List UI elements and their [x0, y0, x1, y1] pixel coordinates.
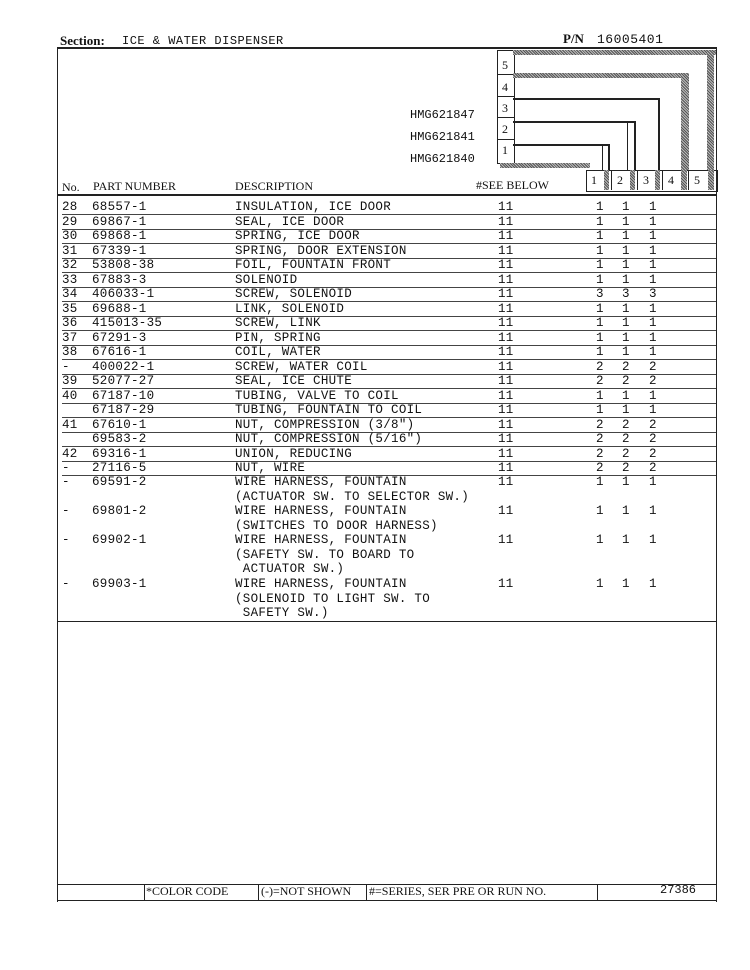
- qty-model-3: 1: [649, 345, 657, 359]
- model-name-2: HMG621841: [410, 130, 475, 144]
- qty-model-2: 2: [622, 461, 630, 475]
- qty-model-1: 1: [596, 475, 604, 489]
- qty-model-1: 1: [596, 345, 604, 359]
- qty-model-1: 2: [596, 461, 604, 475]
- qty-col-1: 1: [591, 173, 597, 187]
- model-bracket-5: [513, 50, 716, 55]
- item-number: 39: [62, 374, 78, 388]
- qty-model-3: 2: [649, 446, 657, 461]
- part-description-line: (SOLENOID TO LIGHT SW. TO: [235, 591, 431, 606]
- model-name-1: HMG621840: [410, 152, 475, 166]
- series-code: 11: [498, 388, 514, 403]
- qty-model-2: 1: [622, 229, 630, 243]
- qty-model-3: 1: [649, 301, 657, 316]
- model-bracket-2: [513, 121, 636, 123]
- part-number: 67883-3: [92, 272, 147, 287]
- part-description: NUT, COMPRESSION (3/8"): [235, 417, 415, 432]
- item-number: 35: [62, 301, 78, 316]
- model-num-4: 4: [502, 80, 508, 94]
- part-description: SOLENOID: [235, 272, 298, 287]
- part-description-line: WIRE HARNESS, FOUNTAIN: [235, 577, 407, 591]
- qty-model-2: 1: [622, 403, 630, 417]
- model-bracket-3: [513, 98, 660, 100]
- col-header-see-below: #SEE BELOW: [476, 178, 549, 192]
- series-code: 11: [498, 504, 514, 518]
- model-num-2: 2: [502, 122, 508, 136]
- item-number: 31: [62, 243, 78, 258]
- qty-model-2: 1: [622, 301, 630, 316]
- qty-model-1: 2: [596, 432, 604, 446]
- qty-model-2: 1: [622, 388, 630, 403]
- qty-model-1: 1: [596, 533, 604, 547]
- qty-model-2: 1: [622, 475, 630, 489]
- series-code: 11: [498, 446, 514, 461]
- pn-value: 16005401: [597, 32, 664, 47]
- qty-model-1: 1: [596, 577, 604, 591]
- series-code: 11: [498, 258, 514, 272]
- part-number: 67616-1: [92, 345, 147, 359]
- footer-not-shown: (-)=NOT SHOWN: [261, 884, 352, 898]
- part-description: NUT, COMPRESSION (5/16"): [235, 432, 423, 446]
- item-number: 37: [62, 330, 78, 345]
- part-number: 67610-1: [92, 417, 147, 432]
- qty-model-2: 1: [622, 316, 630, 330]
- part-number: 67187-29: [92, 403, 155, 417]
- model-bracket-1: [513, 144, 610, 146]
- qty-model-1: 1: [596, 200, 604, 214]
- qty-model-3: 1: [649, 200, 657, 214]
- qty-model-2: 2: [622, 446, 630, 461]
- item-number: -: [62, 533, 70, 547]
- qty-model-3: 2: [649, 374, 657, 388]
- part-description: FOIL, FOUNTAIN FRONT: [235, 258, 392, 272]
- pn-label: P/N: [563, 31, 584, 46]
- series-code: 11: [498, 461, 514, 475]
- part-description: SCREW, WATER COIL: [235, 359, 368, 374]
- qty-model-2: 2: [622, 359, 630, 374]
- qty-model-1: 1: [596, 258, 604, 272]
- part-number: 53808-38: [92, 258, 155, 272]
- qty-model-1: 3: [596, 287, 604, 301]
- footer-color-code: *COLOR CODE: [146, 884, 229, 898]
- part-number: 69583-2: [92, 432, 147, 446]
- series-code: 11: [498, 432, 514, 446]
- item-number: -: [62, 461, 70, 475]
- series-code: 11: [498, 272, 514, 287]
- qty-col-4: 4: [668, 173, 674, 187]
- part-description: INSULATION, ICE DOOR: [235, 200, 392, 214]
- qty-model-3: 1: [649, 330, 657, 345]
- qty-model-1: 1: [596, 214, 604, 229]
- series-code: 11: [498, 316, 514, 330]
- qty-model-2: 1: [622, 577, 630, 591]
- item-number: -: [62, 475, 70, 489]
- qty-model-3: 1: [649, 258, 657, 272]
- qty-model-2: 1: [622, 504, 630, 518]
- qty-model-1: 1: [596, 229, 604, 243]
- part-number: 69902-1: [92, 533, 147, 547]
- item-number: 42: [62, 446, 78, 461]
- qty-model-1: 1: [596, 243, 604, 258]
- series-code: 11: [498, 214, 514, 229]
- table-end-line: [57, 621, 717, 622]
- qty-model-2: 1: [622, 272, 630, 287]
- part-number: 400022-1: [92, 359, 155, 374]
- qty-model-3: 1: [649, 504, 657, 518]
- qty-model-3: 2: [649, 359, 657, 374]
- part-number: 67291-3: [92, 330, 147, 345]
- col-header-no: No.: [62, 180, 80, 194]
- part-description: PIN, SPRING: [235, 330, 321, 345]
- series-code: 11: [498, 403, 514, 417]
- part-number: 415013-35: [92, 316, 163, 330]
- series-code: 11: [498, 200, 514, 214]
- footer-series-legend: #=SERIES, SER PRE OR RUN NO.: [369, 884, 547, 898]
- qty-model-3: 2: [649, 432, 657, 446]
- part-number: 69688-1: [92, 301, 147, 316]
- qty-model-2: 2: [622, 374, 630, 388]
- left-border: [57, 47, 58, 902]
- part-description-line: WIRE HARNESS, FOUNTAIN: [235, 533, 407, 547]
- part-description: TUBING, VALVE TO COIL: [235, 388, 399, 403]
- qty-model-1: 2: [596, 359, 604, 374]
- qty-model-2: 1: [622, 200, 630, 214]
- item-number: 29: [62, 214, 78, 229]
- qty-model-2: 1: [622, 258, 630, 272]
- part-number: 68557-1: [92, 200, 147, 214]
- item-number: -: [62, 577, 70, 591]
- item-number: -: [62, 359, 70, 374]
- qty-model-3: 1: [649, 577, 657, 591]
- qty-model-1: 2: [596, 374, 604, 388]
- series-code: 11: [498, 417, 514, 432]
- header-separator: [57, 194, 717, 196]
- item-number: 33: [62, 272, 78, 287]
- part-number: 406033-1: [92, 287, 155, 301]
- qty-model-2: 1: [622, 330, 630, 345]
- qty-model-3: 1: [649, 403, 657, 417]
- part-description: UNION, REDUCING: [235, 446, 353, 461]
- qty-col-3: 3: [643, 173, 649, 187]
- part-number: 69316-1: [92, 446, 147, 461]
- item-number: 41: [62, 417, 78, 432]
- part-description-line: SAFETY SW.): [235, 606, 329, 620]
- part-description: SCREW, LINK: [235, 316, 321, 330]
- series-code: 11: [498, 229, 514, 243]
- part-description-line: WIRE HARNESS, FOUNTAIN: [235, 475, 407, 489]
- qty-model-3: 1: [649, 316, 657, 330]
- qty-model-3: 1: [649, 272, 657, 287]
- part-number: 69867-1: [92, 214, 147, 229]
- qty-model-3: 1: [649, 388, 657, 403]
- qty-model-2: 2: [622, 417, 630, 432]
- item-number: 32: [62, 258, 78, 272]
- section-label: Section:: [60, 33, 105, 48]
- qty-model-2: 1: [622, 345, 630, 359]
- series-code: 11: [498, 330, 514, 345]
- series-code: 11: [498, 533, 514, 547]
- part-description: SEAL, ICE DOOR: [235, 214, 345, 229]
- part-description-line: WIRE HARNESS, FOUNTAIN: [235, 504, 407, 518]
- part-description: SPRING, DOOR EXTENSION: [235, 243, 407, 258]
- part-description-line: ACTUATOR SW.): [235, 562, 345, 576]
- part-description-line: (SAFETY SW. TO BOARD TO: [235, 547, 415, 562]
- qty-model-3: 1: [649, 533, 657, 547]
- part-description-line: (SWITCHES TO DOOR HARNESS): [235, 518, 438, 533]
- part-number: 52077-27: [92, 374, 155, 388]
- model-bracket-4: [513, 73, 685, 78]
- page-number: 27386: [660, 883, 697, 897]
- item-number: 36: [62, 316, 78, 330]
- item-number: 34: [62, 287, 78, 301]
- col-header-description: DESCRIPTION: [235, 179, 314, 193]
- qty-model-2: 3: [622, 287, 630, 301]
- qty-model-2: 1: [622, 214, 630, 229]
- series-code: 11: [498, 359, 514, 374]
- series-code: 11: [498, 345, 514, 359]
- part-description-line: (ACTUATOR SW. TO SELECTOR SW.): [235, 489, 470, 504]
- qty-model-3: 2: [649, 461, 657, 475]
- qty-model-2: 1: [622, 243, 630, 258]
- series-code: 11: [498, 577, 514, 591]
- qty-model-3: 1: [649, 229, 657, 243]
- series-code: 11: [498, 475, 514, 489]
- part-description: NUT, WIRE: [235, 461, 306, 475]
- col-header-part-number: PART NUMBER: [93, 179, 176, 193]
- model-name-3: HMG621847: [410, 108, 475, 122]
- qty-col-5: 5: [694, 173, 700, 187]
- part-description: SPRING, ICE DOOR: [235, 229, 360, 243]
- item-number: 38: [62, 345, 78, 359]
- qty-model-2: 2: [622, 432, 630, 446]
- section-title: ICE & WATER DISPENSER: [122, 34, 284, 48]
- part-number: 69868-1: [92, 229, 147, 243]
- model-num-5: 5: [502, 58, 508, 72]
- part-description: LINK, SOLENOID: [235, 301, 345, 316]
- qty-model-1: 1: [596, 316, 604, 330]
- qty-model-1: 2: [596, 417, 604, 432]
- part-number: 69591-2: [92, 475, 147, 489]
- part-description: SCREW, SOLENOID: [235, 287, 353, 301]
- qty-col-2: 2: [617, 173, 623, 187]
- series-code: 11: [498, 301, 514, 316]
- part-number: 69801-2: [92, 504, 147, 518]
- qty-model-3: 3: [649, 287, 657, 301]
- item-number: 30: [62, 229, 78, 243]
- qty-model-1: 1: [596, 330, 604, 345]
- part-number: 67339-1: [92, 243, 147, 258]
- qty-model-2: 1: [622, 533, 630, 547]
- qty-model-1: 1: [596, 301, 604, 316]
- qty-model-1: 2: [596, 446, 604, 461]
- series-code: 11: [498, 287, 514, 301]
- item-number: 40: [62, 388, 78, 403]
- qty-model-1: 1: [596, 272, 604, 287]
- qty-model-1: 1: [596, 403, 604, 417]
- qty-model-3: 1: [649, 475, 657, 489]
- qty-model-3: 1: [649, 243, 657, 258]
- qty-model-1: 1: [596, 504, 604, 518]
- item-number: 28: [62, 200, 78, 214]
- model-num-1: 1: [502, 143, 508, 157]
- part-number: 69903-1: [92, 577, 147, 591]
- series-code: 11: [498, 374, 514, 388]
- part-number: 27116-5: [92, 461, 147, 475]
- part-number: 67187-10: [92, 388, 155, 403]
- qty-model-1: 1: [596, 388, 604, 403]
- model-num-3: 3: [502, 101, 508, 115]
- part-description: COIL, WATER: [235, 345, 321, 359]
- series-code: 11: [498, 243, 514, 258]
- top-border: [57, 47, 717, 49]
- part-description: TUBING, FOUNTAIN TO COIL: [235, 403, 423, 417]
- qty-model-3: 2: [649, 417, 657, 432]
- item-number: -: [62, 504, 70, 518]
- footer-bottom-border: [57, 900, 717, 901]
- qty-model-3: 1: [649, 214, 657, 229]
- part-description: SEAL, ICE CHUTE: [235, 374, 353, 388]
